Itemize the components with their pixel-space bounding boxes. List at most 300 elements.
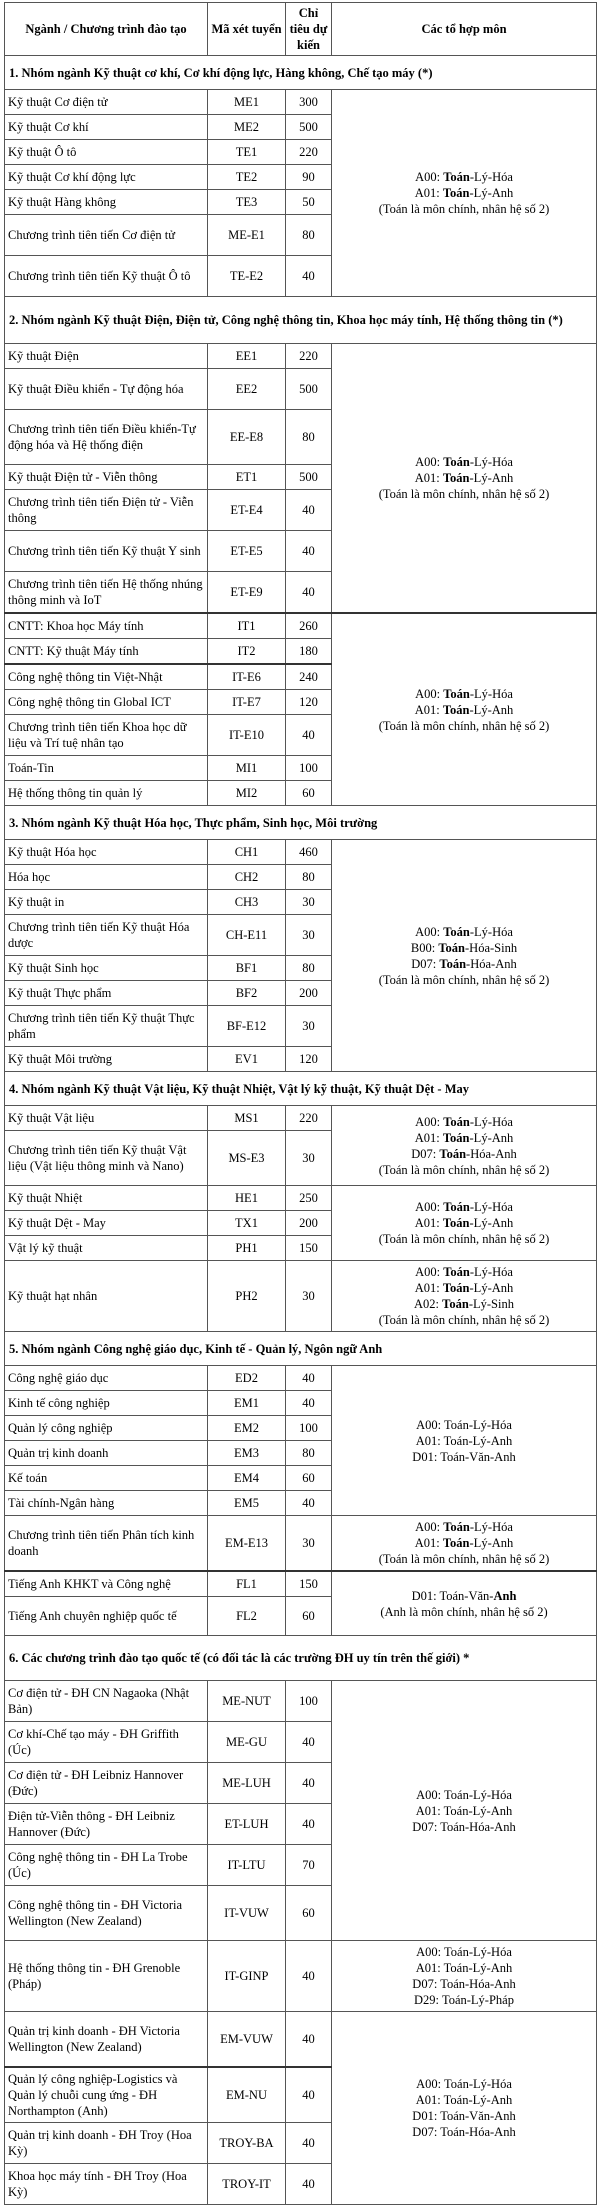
combination-line	[335, 1264, 593, 1280]
main-subject: Toán	[443, 1520, 470, 1534]
subject-combinations	[332, 613, 597, 806]
quota: 60	[286, 1466, 332, 1491]
program-name: Công nghệ thông tin - ĐH La Trobe (Úc)	[5, 1845, 208, 1886]
combination-line	[335, 972, 593, 988]
quota: 40	[286, 1941, 332, 2012]
combination-text: A00:	[415, 924, 444, 939]
program-name: Quản lý công nghiệp-Logistics và Quản lý chuỗi cung ứng - ĐH Northampton (Anh)	[5, 2067, 208, 2123]
combination-line	[335, 1519, 593, 1535]
quota: 150	[286, 1236, 332, 1261]
admission-code: PH1	[208, 1236, 286, 1261]
section-row	[5, 1332, 597, 1366]
main-subject: Toán	[439, 1146, 467, 1161]
admission-code: MS-E3	[208, 1131, 286, 1186]
combination-text: -Lý-Hóa	[469, 686, 513, 701]
program-name: Khoa học máy tính - ĐH Troy (Hoa Kỳ)	[5, 2164, 208, 2205]
quota: 40	[286, 1366, 332, 1391]
admission-code: CH2	[208, 865, 286, 890]
admission-code: EE1	[208, 344, 286, 369]
admission-code: IT1	[208, 613, 286, 639]
quota: 90	[286, 165, 332, 190]
combination-line	[335, 185, 593, 201]
combination-text: (Toán là môn chính, nhân hệ số 2)	[378, 1162, 550, 1177]
combination-text: -Hóa-Anh	[466, 1146, 517, 1161]
subject-combinations	[332, 344, 597, 614]
combination-text: Toán-Văn-Anh	[440, 2109, 516, 2123]
admission-code: IT-LTU	[208, 1845, 286, 1886]
main-subject: Toán	[443, 1200, 470, 1214]
program-name: Chương trình tiên tiến Khoa học dữ liệu và Trí tuệ nhân tạo	[5, 715, 208, 756]
quota: 220	[286, 344, 332, 369]
combination-text: Toán-Văn-Anh	[440, 1449, 516, 1464]
admission-code: EM-VUW	[208, 2012, 286, 2068]
quota: 70	[286, 1845, 332, 1886]
combination-text: Toán-Lý-Anh	[443, 1433, 513, 1448]
quota: 40	[286, 1722, 332, 1763]
quota: 500	[286, 369, 332, 410]
section-row	[5, 297, 597, 344]
program-name: Kỹ thuật Điều khiển - Tự động hóa	[5, 369, 208, 410]
program-name: Kỹ thuật Vật liệu	[5, 1106, 208, 1131]
program-name: Chương trình tiên tiến Kỹ thuật Hóa dược	[5, 915, 208, 956]
header-combos: Các tổ hợp môn	[332, 3, 597, 56]
combination-text: -Lý-Anh	[469, 471, 514, 485]
quota: 40	[286, 256, 332, 297]
combination-text: -Lý-Anh	[469, 702, 514, 717]
combination-line	[335, 1960, 593, 1976]
combination-text: A01:	[414, 186, 443, 200]
program-name: Chương trình tiên tiến Kỹ thuật Vật liệu (Vật liệu thông minh và Nano)	[5, 1131, 208, 1186]
combination-text: A01:	[415, 2093, 444, 2107]
quota: 120	[286, 690, 332, 715]
combination-line	[335, 1417, 593, 1433]
main-subject: Toán	[438, 940, 465, 955]
combination-text: -Lý-Anh	[469, 1281, 514, 1295]
combination-line	[335, 1604, 593, 1620]
table-row	[5, 90, 597, 115]
main-subject: Toán	[442, 471, 470, 485]
program-name: Quản trị kinh doanh - ĐH Troy (Hoa Kỳ)	[5, 2123, 208, 2164]
combination-text: A00:	[415, 1520, 444, 1534]
combination-text: Toán-	[439, 1588, 469, 1603]
combination-text: Toán-Lý-Pháp	[441, 1993, 514, 2007]
combination-text: Toán-Lý-Hóa	[444, 1945, 512, 1959]
combination-line	[335, 1588, 593, 1604]
combination-text: A00:	[416, 1787, 445, 1802]
admission-code: EE2	[208, 369, 286, 410]
quota: 100	[286, 1681, 332, 1722]
table-row	[5, 2012, 597, 2068]
combination-text: (Toán là môn chính, nhân hệ số 2)	[378, 1552, 550, 1566]
quota: 30	[286, 1261, 332, 1332]
quota: 60	[286, 781, 332, 806]
combination-line	[335, 1819, 593, 1835]
admission-code: TE1	[208, 140, 286, 165]
combination-text: Toán-Lý-Hóa	[444, 1417, 512, 1432]
quota: 100	[286, 756, 332, 781]
combination-text: Toán-Lý-Anh	[443, 1961, 513, 1975]
combination-text: A01:	[414, 1536, 443, 1550]
table-header-row	[5, 3, 597, 56]
combination-line	[335, 1215, 593, 1231]
combination-line	[335, 1433, 593, 1449]
quota: 30	[286, 1131, 332, 1186]
admission-code: ET-LUH	[208, 1804, 286, 1845]
program-name: Kỹ thuật in	[5, 890, 208, 915]
combination-text: A00:	[416, 1417, 445, 1432]
subject-combinations	[332, 1941, 597, 2012]
program-name: Kế toán	[5, 1466, 208, 1491]
combination-line	[335, 1944, 593, 1960]
main-subject: Toán	[443, 1265, 470, 1279]
quota: 300	[286, 90, 332, 115]
program-name: Kỹ thuật Cơ điện tử	[5, 90, 208, 115]
main-subject: Toán	[442, 186, 470, 200]
admission-code: EM-NU	[208, 2067, 286, 2123]
quota: 460	[286, 840, 332, 865]
quota: 40	[286, 572, 332, 614]
subject-combinations	[332, 1186, 597, 1261]
quota: 150	[286, 1571, 332, 1597]
program-name: Kỹ thuật Dệt - May	[5, 1211, 208, 1236]
combination-text: Toán-Lý-Hóa	[444, 2077, 512, 2091]
admission-code: IT-E7	[208, 690, 286, 715]
admission-code: ET-E5	[208, 531, 286, 572]
combination-line	[335, 2076, 593, 2092]
program-name: Kỹ thuật Nhiệt	[5, 1186, 208, 1211]
quota: 30	[286, 1516, 332, 1572]
quota: 40	[286, 1391, 332, 1416]
main-subject: Toán	[442, 1216, 470, 1230]
quota: 220	[286, 140, 332, 165]
program-name: Công nghệ thông tin Việt-Nhật	[5, 664, 208, 690]
section-row	[5, 806, 597, 840]
combination-text: (Toán là môn chính, nhân hệ số 2)	[378, 972, 550, 987]
combination-text: A00:	[415, 1114, 444, 1129]
combination-text: B00:	[410, 940, 439, 955]
combination-text: (Toán là môn chính, nhân hệ số 2)	[378, 487, 550, 501]
main-subject: Anh	[493, 1588, 517, 1603]
admission-code: EM5	[208, 1491, 286, 1516]
combination-line	[335, 686, 593, 702]
subject-combinations	[332, 1261, 597, 1332]
combination-text: -Lý-Hóa	[469, 170, 513, 184]
main-subject: Toán	[442, 1130, 470, 1145]
program-name: Công nghệ giáo dục	[5, 1366, 208, 1391]
subject-combinations	[332, 840, 597, 1072]
admission-code: TROY-BA	[208, 2123, 286, 2164]
admission-code: IT-E10	[208, 715, 286, 756]
table-row	[5, 1261, 597, 1332]
combination-line	[335, 2108, 593, 2124]
table-row	[5, 1681, 597, 1722]
program-name: Công nghệ thông tin - ĐH Victoria Wellington (New Zealand)	[5, 1886, 208, 1941]
program-name: Quản trị kinh doanh	[5, 1441, 208, 1466]
program-name: Vật lý kỹ thuật	[5, 1236, 208, 1261]
combination-line	[335, 454, 593, 470]
main-subject: Toán	[443, 455, 470, 469]
program-name: Công nghệ thông tin Global ICT	[5, 690, 208, 715]
program-name: Hóa học	[5, 865, 208, 890]
header-program: Ngành / Chương trình đào tạo	[5, 3, 208, 56]
combination-text: A00:	[416, 2077, 445, 2091]
quota: 40	[286, 2067, 332, 2123]
admission-code: EM1	[208, 1391, 286, 1416]
program-name: Kỹ thuật Hóa học	[5, 840, 208, 865]
quota: 200	[286, 981, 332, 1006]
main-subject: Toán	[442, 702, 470, 717]
combination-text: -Lý-Anh	[469, 186, 514, 200]
combination-text: (Toán là môn chính, nhân hệ số 2)	[378, 202, 550, 216]
combination-text: A01:	[414, 471, 443, 485]
combination-text: -Lý-Hóa	[469, 1265, 513, 1279]
combination-line	[335, 1162, 593, 1178]
admission-code: EM3	[208, 1441, 286, 1466]
program-name: CNTT: Kỹ thuật Máy tính	[5, 639, 208, 665]
admission-table-container	[4, 2, 596, 2205]
combination-line	[335, 1130, 593, 1146]
subject-combinations	[332, 2012, 597, 2205]
admission-code: ET-E4	[208, 490, 286, 531]
admission-code: BF-E12	[208, 1006, 286, 1047]
combination-text: Toán-Hóa-Anh	[440, 1819, 516, 1834]
quota: 180	[286, 639, 332, 665]
quota: 260	[286, 613, 332, 639]
combination-line	[335, 702, 593, 718]
admission-code: ME1	[208, 90, 286, 115]
combination-text: D07:	[411, 1146, 440, 1161]
main-subject: Toán	[443, 686, 470, 701]
combination-text: (Anh là môn chính, nhân hệ số 2)	[380, 1604, 548, 1619]
combination-text: -Lý-Hóa	[469, 1520, 513, 1534]
combination-line	[335, 1199, 593, 1215]
combination-line	[335, 486, 593, 502]
admission-code: IT-GINP	[208, 1941, 286, 2012]
combination-text: A01:	[414, 1281, 443, 1295]
admission-code: IT-E6	[208, 664, 286, 690]
combination-line	[335, 2124, 593, 2140]
combination-text: -Lý-Hóa	[469, 924, 513, 939]
admission-code: BF1	[208, 956, 286, 981]
section-title: 2. Nhóm ngành Kỹ thuật Điện, Điện tử, Công nghệ thông tin, Khoa học máy tính, Hệ thống thông tin (*)	[5, 297, 597, 344]
program-name: Chương trình tiên tiến Kỹ thuật Thực phẩm	[5, 1006, 208, 1047]
combination-text: D07:	[412, 1977, 441, 1991]
program-name: Kinh tế công nghiệp	[5, 1391, 208, 1416]
quota: 80	[286, 865, 332, 890]
section-title: 4. Nhóm ngành Kỹ thuật Vật liệu, Kỹ thuật Nhiệt, Vật lý kỹ thuật, Kỹ thuật Dệt - May	[5, 1072, 597, 1106]
admission-code: ET1	[208, 465, 286, 490]
subject-combinations	[332, 1571, 597, 1636]
combination-text: A01:	[415, 1961, 444, 1975]
combination-text: -Hóa-Anh	[466, 956, 517, 971]
admission-code: MI2	[208, 781, 286, 806]
admission-code: FL1	[208, 1571, 286, 1597]
quota: 60	[286, 1597, 332, 1636]
program-name: Tiếng Anh KHKT và Công nghệ	[5, 1571, 208, 1597]
admission-table	[4, 2, 597, 2205]
main-subject: Toán	[443, 924, 470, 939]
combination-text: (Toán là môn chính, nhân hệ số 2)	[378, 1313, 550, 1327]
quota: 30	[286, 890, 332, 915]
program-name: Kỹ thuật Hàng không	[5, 190, 208, 215]
program-name: Kỹ thuật Ô tô	[5, 140, 208, 165]
combination-text: -Lý-Anh	[469, 1130, 514, 1145]
combination-text: D07:	[412, 2125, 441, 2139]
combination-text: -Lý-Hóa	[469, 1200, 513, 1214]
table-row	[5, 1516, 597, 1572]
header-quota: Chỉ tiêu dự kiến	[286, 3, 332, 56]
admission-code: BF2	[208, 981, 286, 1006]
combination-text: A01:	[414, 702, 443, 717]
program-name: Kỹ thuật Thực phẩm	[5, 981, 208, 1006]
program-name: Kỹ thuật hạt nhân	[5, 1261, 208, 1332]
table-row	[5, 613, 597, 639]
program-name: Điện tử-Viễn thông - ĐH Leibniz Hannover (Đức)	[5, 1804, 208, 1845]
combination-line	[335, 1787, 593, 1803]
admission-code: EM4	[208, 1466, 286, 1491]
combination-line	[335, 169, 593, 185]
combination-line	[335, 1551, 593, 1567]
combination-line	[335, 201, 593, 217]
admission-code: TE3	[208, 190, 286, 215]
admission-code: EE-E8	[208, 410, 286, 465]
combination-text: D01:	[411, 1588, 440, 1603]
program-name: Kỹ thuật Cơ khí	[5, 115, 208, 140]
program-name: Quản trị kinh doanh - ĐH Victoria Wellington (New Zealand)	[5, 2012, 208, 2068]
program-name: Kỹ thuật Cơ khí động lực	[5, 165, 208, 190]
program-name: Chương trình tiên tiến Điều khiển-Tự động hóa và Hệ thống điện	[5, 410, 208, 465]
combination-line	[335, 1296, 593, 1312]
combination-line	[335, 940, 593, 956]
quota: 40	[286, 2164, 332, 2205]
admission-code: IT-VUW	[208, 1886, 286, 1941]
quota: 80	[286, 1441, 332, 1466]
admission-code: FL2	[208, 1597, 286, 1636]
subject-combinations	[332, 90, 597, 297]
table-row	[5, 1106, 597, 1131]
combination-text: Toán-Lý-Anh	[443, 1803, 513, 1818]
main-subject: Toán	[443, 170, 470, 184]
combination-text: (Toán là môn chính, nhân hệ số 2)	[378, 1232, 550, 1246]
combination-line	[335, 1114, 593, 1130]
section-row	[5, 1636, 597, 1681]
section-title	[5, 1636, 597, 1681]
combination-line	[335, 1803, 593, 1819]
admission-code: TE2	[208, 165, 286, 190]
main-subject: Toán	[442, 1281, 470, 1295]
combination-text: -Hóa-Sinh	[465, 940, 518, 955]
section-title-note: (có đối tác là các trường ĐH uy tín trên thế giới) *	[199, 1651, 470, 1665]
quota: 40	[286, 1804, 332, 1845]
quota: 40	[286, 490, 332, 531]
admission-code: ME-NUT	[208, 1681, 286, 1722]
quota: 80	[286, 410, 332, 465]
quota: 500	[286, 465, 332, 490]
subject-combinations	[332, 1681, 597, 1941]
combination-line	[335, 1312, 593, 1328]
combination-line	[335, 1231, 593, 1247]
admission-code: EM-E13	[208, 1516, 286, 1572]
admission-code: CH1	[208, 840, 286, 865]
combination-text: A00:	[415, 170, 444, 184]
combination-line	[335, 1146, 593, 1162]
admission-code: TE-E2	[208, 256, 286, 297]
combination-line	[335, 1535, 593, 1551]
combination-text: -Lý-Hóa	[469, 455, 513, 469]
combination-text: -Lý-Sinh	[468, 1297, 514, 1311]
admission-code: ME-GU	[208, 1722, 286, 1763]
admission-code: ME2	[208, 115, 286, 140]
combination-line	[335, 1280, 593, 1296]
combination-text: (Toán là môn chính, nhân hệ số 2)	[378, 718, 550, 733]
quota: 40	[286, 2123, 332, 2164]
combination-text: A00:	[416, 1945, 445, 1959]
admission-code: ED2	[208, 1366, 286, 1391]
quota: 500	[286, 115, 332, 140]
table-row	[5, 1366, 597, 1391]
combination-line	[335, 1992, 593, 2008]
program-name: Hệ thống thông tin - ĐH Grenoble (Pháp)	[5, 1941, 208, 2012]
program-name: Chương trình tiên tiến Điện tử - Viễn thông	[5, 490, 208, 531]
program-name: Kỹ thuật Điện	[5, 344, 208, 369]
combination-text: Toán-Hóa-Anh	[440, 1977, 516, 1991]
combination-text: Toán-Hóa-Anh	[440, 2125, 516, 2139]
admission-code: HE1	[208, 1186, 286, 1211]
table-row	[5, 1571, 597, 1597]
program-name: Chương trình tiên tiến Kỹ thuật Ô tô	[5, 256, 208, 297]
main-subject: Toán	[442, 1297, 469, 1311]
combination-text: A01:	[414, 1216, 443, 1230]
program-name: Cơ điện tử - ĐH Leibniz Hannover (Đức)	[5, 1763, 208, 1804]
combination-line	[335, 718, 593, 734]
table-row	[5, 1186, 597, 1211]
combination-text: D07:	[412, 1819, 441, 1834]
combination-text: Toán-Lý-Hóa	[444, 1787, 512, 1802]
program-name: Chương trình tiên tiến Phân tích kinh doanh	[5, 1516, 208, 1572]
program-name: Cơ khí-Chế tạo máy - ĐH Griffith (Úc)	[5, 1722, 208, 1763]
program-name: Tài chính-Ngân hàng	[5, 1491, 208, 1516]
section-row	[5, 1072, 597, 1106]
table-row	[5, 840, 597, 865]
program-name: Kỹ thuật Điện tử - Viễn thông	[5, 465, 208, 490]
program-name: Hệ thống thông tin quản lý	[5, 781, 208, 806]
combination-text: -Lý-Hóa	[469, 1114, 513, 1129]
subject-combinations	[332, 1106, 597, 1186]
program-name: Kỹ thuật Sinh học	[5, 956, 208, 981]
combination-text: -Lý-Anh	[469, 1536, 514, 1550]
combination-text: A00:	[415, 686, 444, 701]
subject-combinations	[332, 1366, 597, 1516]
combination-text: A01:	[414, 1130, 443, 1145]
program-name: Chương trình tiên tiến Hệ thống nhúng thông minh và IoT	[5, 572, 208, 614]
program-name: Kỹ thuật Môi trường	[5, 1047, 208, 1072]
section-title: 5. Nhóm ngành Công nghệ giáo dục, Kinh tế - Quản lý, Ngôn ngữ Anh	[5, 1332, 597, 1366]
quota: 250	[286, 1186, 332, 1211]
quota: 30	[286, 915, 332, 956]
subject-combinations	[332, 1516, 597, 1572]
main-subject: Toán	[442, 1536, 470, 1550]
combination-line	[335, 470, 593, 486]
combination-line	[335, 924, 593, 940]
section-row	[5, 56, 597, 90]
quota: 80	[286, 215, 332, 256]
combination-text: D01:	[412, 2109, 441, 2123]
table-row	[5, 1941, 597, 2012]
program-name: Cơ điện tử - ĐH CN Nagaoka (Nhật Bản)	[5, 1681, 208, 1722]
program-name: Chương trình tiên tiến Cơ điện tử	[5, 215, 208, 256]
quota: 100	[286, 1416, 332, 1441]
admission-code: MI1	[208, 756, 286, 781]
